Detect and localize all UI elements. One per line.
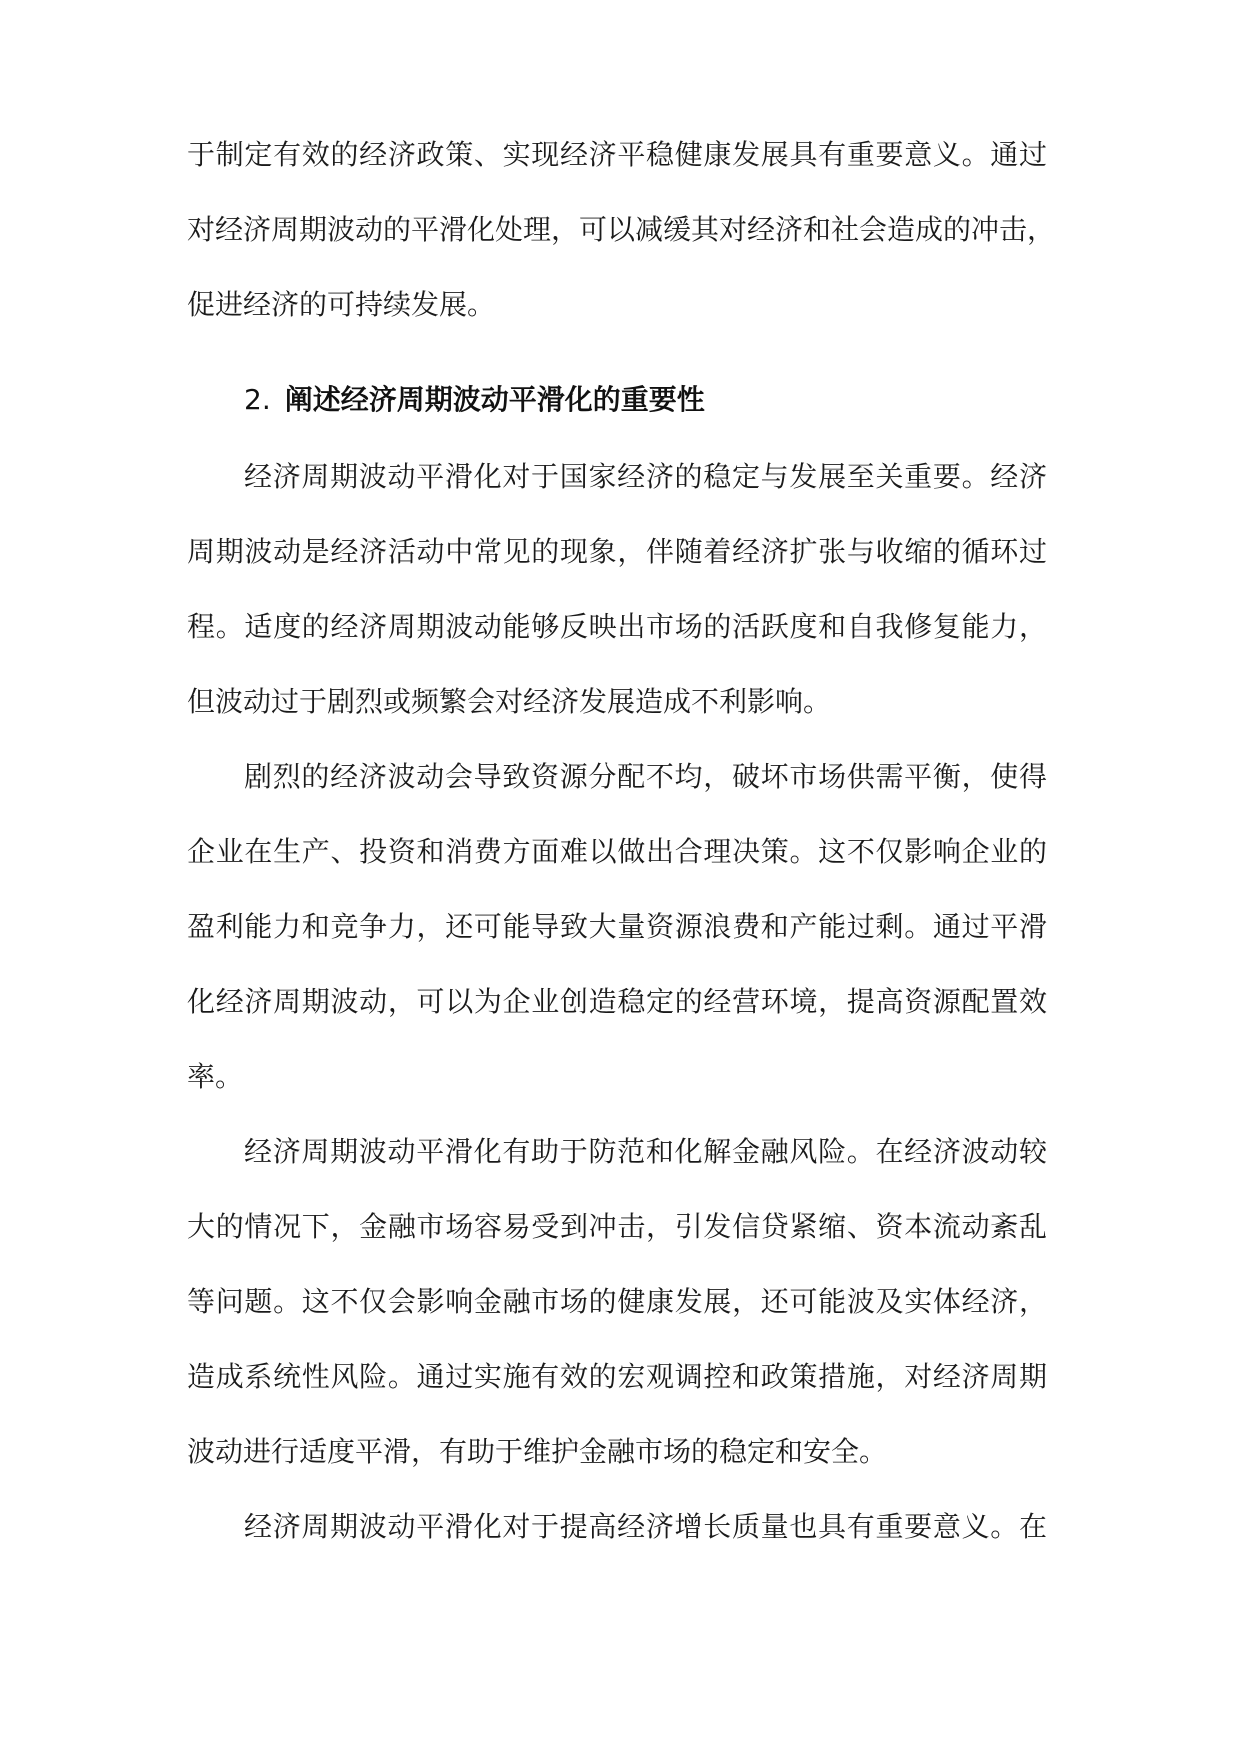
text-line: 波动进行适度平滑，有助于维护金融市场的稳定和安全。: [187, 1435, 888, 1468]
text-line: 等问题。这不仅会影响金融市场的健康发展，还可能波及实体经济，: [187, 1285, 1047, 1318]
text-line: 剧烈的经济波动会导致资源分配不均，破坏市场供需平衡，使得: [244, 760, 1047, 793]
text-line: 但波动过于剧烈或频繁会对经济发展造成不利影响。: [187, 685, 832, 718]
text-line: 周期波动是经济活动中常见的现象，伴随着经济扩张与收缩的循环过: [187, 535, 1047, 568]
text-line: 经济周期波动平滑化对于国家经济的稳定与发展至关重要。经济: [244, 460, 1047, 493]
text-line: 企业在生产、投资和消费方面难以做出合理决策。这不仅影响企业的: [187, 835, 1047, 868]
text-line: 化经济周期波动，可以为企业创造稳定的经营环境，提高资源配置效: [187, 985, 1047, 1018]
text-line: 于制定有效的经济政策、实现经济平稳健康发展具有重要意义。通过: [187, 138, 1047, 171]
section-heading: [244, 380, 705, 420]
text-line: 造成系统性风险。通过实施有效的宏观调控和政策措施，对经济周期: [187, 1360, 1047, 1393]
section-number: 2.: [244, 383, 271, 416]
text-line: 率。: [187, 1060, 244, 1093]
text-line: 经济周期波动平滑化有助于防范和化解金融风险。在经济波动较: [244, 1135, 1047, 1168]
text-line: 对经济周期波动的平滑化处理，可以减缓其对经济和社会造成的冲击，: [187, 213, 1056, 246]
text-line: 大的情况下，金融市场容易受到冲击，引发信贷紧缩、资本流动紊乱: [187, 1210, 1047, 1243]
text-line: 促进经济的可持续发展。: [187, 288, 496, 321]
text-line: 盈利能力和竞争力，还可能导致大量资源浪费和产能过剩。通过平滑: [187, 910, 1047, 943]
section-title: 阐述经济周期波动平滑化的重要性: [284, 383, 705, 416]
text-line: 经济周期波动平滑化对于提高经济增长质量也具有重要意义。在: [244, 1510, 1047, 1543]
text-line: 程。适度的经济周期波动能够反映出市场的活跃度和自我修复能力，: [187, 610, 1047, 643]
